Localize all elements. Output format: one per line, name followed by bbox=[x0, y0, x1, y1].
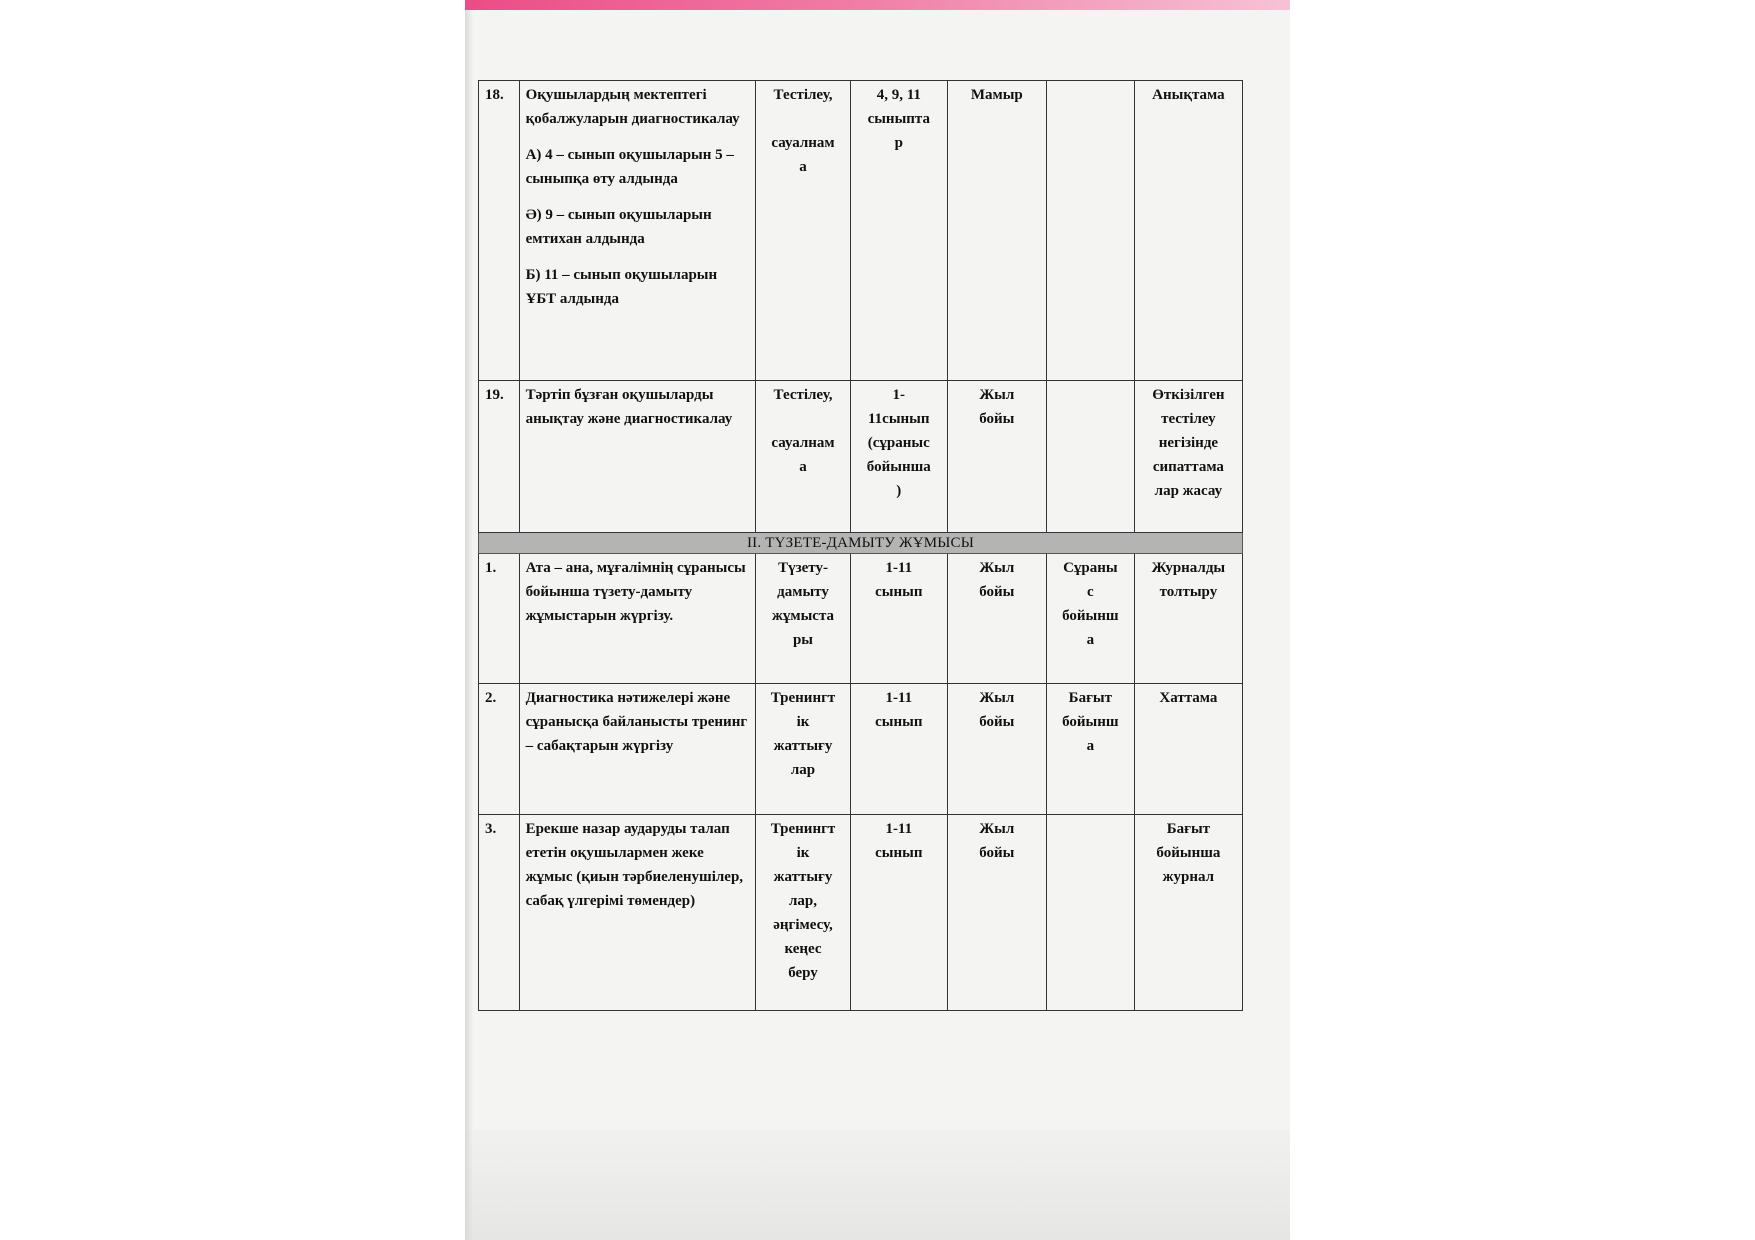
audience-cell: 1-11 сынып bbox=[850, 815, 947, 1011]
table-row bbox=[479, 81, 1243, 381]
form-cell: Түзету- дамыту жұмыста ры bbox=[756, 554, 851, 684]
result-cell: Хаттама bbox=[1134, 684, 1242, 815]
work-plan-table bbox=[478, 80, 1243, 1011]
task-cell bbox=[519, 381, 756, 533]
audience-cell: 1- 11сынып (сұраныс бойынша ) bbox=[850, 381, 947, 533]
task-text: Б) 11 – сынып оқушыларын ҰБТ алдында bbox=[525, 267, 718, 307]
table-body-part1 bbox=[479, 81, 1243, 533]
form-cell: Тестілеу, сауалнам а bbox=[756, 81, 851, 381]
row-number: 18. bbox=[479, 81, 520, 381]
section-header-row bbox=[479, 533, 1243, 554]
result-cell: Өткізілген тестілеу негізінде сипаттама лар жасау bbox=[1134, 381, 1242, 533]
task-text: Ә) 9 – сынып оқушыларын емтихан алдында bbox=[525, 207, 712, 247]
time-cell: Жыл бойы bbox=[947, 554, 1046, 684]
result-cell: Бағыт бойынша журнал bbox=[1134, 815, 1242, 1011]
table-body-part2 bbox=[479, 554, 1243, 1011]
section-title: II. ТҮЗЕТЕ-ДАМЫТУ ЖҰМЫСЫ bbox=[479, 533, 1243, 554]
note-cell bbox=[1046, 815, 1134, 1011]
task-cell bbox=[519, 684, 756, 815]
task-text: Тәртіп бұзған оқушыларды анықтау және диагностикалау bbox=[525, 387, 733, 427]
task-cell bbox=[519, 815, 756, 1011]
cover-pink-strip bbox=[465, 0, 1290, 10]
row-number: 2. bbox=[479, 684, 520, 815]
time-cell: Жыл бойы bbox=[947, 815, 1046, 1011]
page-bottom-edge bbox=[465, 1130, 1290, 1240]
note-cell: Бағыт бойынш а bbox=[1046, 684, 1134, 815]
table-row bbox=[479, 554, 1243, 684]
note-cell bbox=[1046, 81, 1134, 381]
note-cell: Сұраны с бойынш а bbox=[1046, 554, 1134, 684]
table-row bbox=[479, 815, 1243, 1011]
task-cell bbox=[519, 554, 756, 684]
audience-cell: 4, 9, 11 сыныпта р bbox=[850, 81, 947, 381]
task-text: Ерекше назар аударуды талап ететін оқушылармен жеке жұмыс (қиын тәрбиеленушілер, сабақ үлгерімі төмендер) bbox=[525, 821, 744, 909]
table-row bbox=[479, 684, 1243, 815]
task-text: Оқушылардың мектептегі қобалжуларын диагностикалау bbox=[525, 87, 740, 127]
task-cell bbox=[519, 81, 756, 381]
time-cell: Жыл бойы bbox=[947, 684, 1046, 815]
task-text: А) 4 – сынып оқушыларын 5 – сыныпқа өту алдында bbox=[525, 147, 734, 187]
result-cell: Анықтама bbox=[1134, 81, 1242, 381]
time-cell: Мамыр bbox=[947, 81, 1046, 381]
result-cell: Журналды толтыру bbox=[1134, 554, 1242, 684]
table-row bbox=[479, 381, 1243, 533]
form-cell: Тренингт ік жаттығу лар bbox=[756, 684, 851, 815]
row-number: 1. bbox=[479, 554, 520, 684]
task-text: Ата – ана, мұғалімнің сұранысы бойынша түзету-дамыту жұмыстарын жүргізу. bbox=[525, 560, 746, 624]
page-side-shadow bbox=[465, 0, 473, 1240]
audience-cell: 1-11 сынып bbox=[850, 554, 947, 684]
audience-cell: 1-11 сынып bbox=[850, 684, 947, 815]
row-number: 3. bbox=[479, 815, 520, 1011]
note-cell bbox=[1046, 381, 1134, 533]
row-number: 19. bbox=[479, 381, 520, 533]
time-cell: Жыл бойы bbox=[947, 381, 1046, 533]
task-text: Диагностика нәтижелері және сұранысқа байланысты тренинг – сабақтарын жүргізу bbox=[525, 690, 748, 754]
form-cell: Тестілеу, сауалнам а bbox=[756, 381, 851, 533]
form-cell: Тренингт ік жаттығу лар, әңгімесу, кеңес беру bbox=[756, 815, 851, 1011]
